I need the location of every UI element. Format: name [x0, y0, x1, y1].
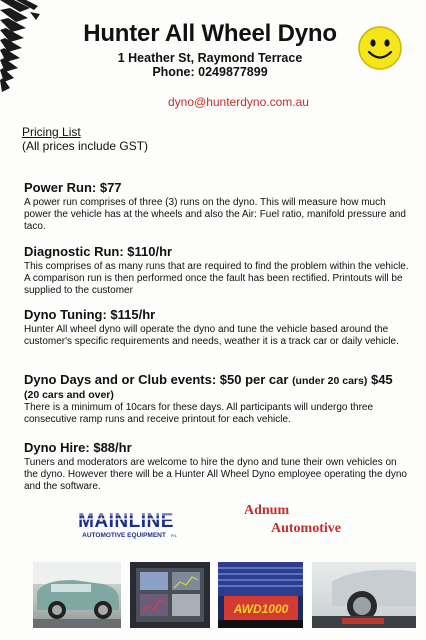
photo-dyno-software	[130, 562, 210, 628]
photo-awd1000-dyno	[218, 562, 303, 628]
business-title: Hunter All Wheel Dyno	[83, 20, 337, 47]
mainline-logo	[70, 507, 182, 541]
service-description: Tuners and moderators are welcome to hire the dyno and tune their own vehicles on the dyno. However there will be a Hunter All Wheel Dyno employee operating the dyno and the software.	[24, 457, 407, 492]
service-title: Power Run: $77	[24, 180, 122, 195]
service-title: Dyno Tuning: $115/hr	[24, 307, 156, 322]
mainline-logo-suffix: P/L	[170, 533, 178, 538]
mainline-logo-word: MAINLINE	[78, 511, 174, 532]
adnum-logo-line1: Adnum	[244, 503, 290, 518]
mainline-logo-tagline: AUTOMOTIVE EQUIPMENT	[82, 532, 166, 539]
pricing-heading: Pricing List	[22, 125, 81, 139]
service-description: A power run comprises of three (3) runs on the dyno. This will measure how much power the vehicle has at the wheels and also the Air: Fuel ratio, manifold pressure and taco.	[24, 197, 406, 232]
service-power-run	[24, 180, 410, 233]
service-title: Diagnostic Run: $110/hr	[24, 244, 173, 259]
service-dyno-days	[24, 372, 410, 426]
service-title: Dyno Days and or Club events: $50 per car (under 20 cars) $45	[24, 372, 393, 387]
service-dyno-tuning	[24, 307, 410, 348]
service-description: This comprises of as many runs that are required to find the problem within the vehicle. A comparison run is then performed once the fault has been rectified. Printouts will be supplied to the customer	[24, 261, 409, 296]
business-address: 1 Heather St, Raymond Terrace	[117, 51, 303, 65]
photo-car-wheel-on-rollers	[312, 562, 416, 628]
service-dyno-hire	[24, 440, 410, 493]
tyre-tread-graphic	[0, 0, 42, 92]
business-email: dyno@hunterdyno.com.au	[168, 95, 309, 109]
service-description: There is a minimum of 10cars for these days. All participants will undergo three consecutive ramp runs and receive printout for each vehicle.	[24, 402, 374, 425]
gst-note: (All prices include GST)	[22, 139, 149, 153]
service-title: Dyno Hire: $88/hr	[24, 440, 132, 455]
adnum-logo-line2: Automotive	[271, 521, 341, 536]
service-diagnostic-run	[24, 244, 410, 297]
photo-car-on-dyno	[33, 562, 121, 628]
awd1000-sign: AWD1000	[233, 602, 289, 616]
business-phone: Phone: 0249877899	[152, 65, 268, 79]
service-subtitle: (20 cars and over)	[24, 389, 114, 401]
service-description: Hunter All wheel dyno will operate the dyno and tune the vehicle based around the customer's specific requirements and needs, weather it is a track car or daily vehicle.	[24, 324, 399, 347]
